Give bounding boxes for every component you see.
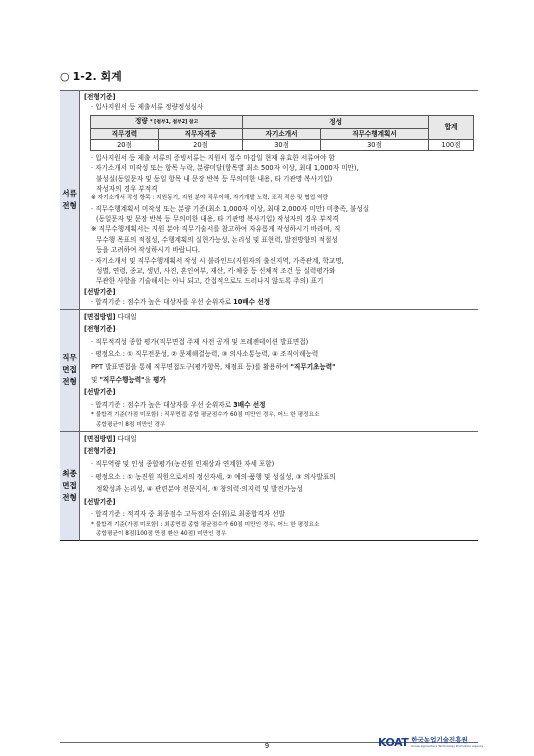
selection-line <box>84 297 474 307</box>
label-line: 전형 <box>62 200 77 210</box>
score-table-header-row <box>91 115 474 128</box>
method-heading: [면접방법] <box>84 434 116 443</box>
text-span: 을 <box>144 375 154 384</box>
text-line: (동일문자 및 문장 반복 등 무의미한 내용, 타 기관명 복사기입) 작성자의 경우 부적격 <box>96 215 339 224</box>
note-line: 종합평균이 8점 미만인 경우 <box>96 421 166 428</box>
note-line: 종합평균이 8점(100점 만점 환산 40점) 미만인 경우 <box>96 531 227 538</box>
selection-heading: [선발기준] <box>84 388 116 397</box>
logo-english-name: Korea Agriculture Technology Promotion Agency <box>411 744 484 748</box>
text-line: 무관한 사항을 기술해서는 아니 되고, 간접적으로도 드러나지 않도록 주의) 표기 <box>96 277 324 286</box>
text-line: 불성실(동일문자 및 동일 항목 내 문장 반복 등 무의미한 내용, 타 기관명 복사기입) <box>96 174 333 183</box>
text-line: · 직무수행계획서 미작성 또는 분량 기준(최소 1,000자 이상, 최대 2,000자 미만) 미충족, 불성실 <box>91 204 370 213</box>
text-line: · 평정요소 : ① 직무전문성, ② 문제해결능력, ③ 의사소통능력, ④ 조직이해능력 <box>91 350 319 359</box>
section-bullet: ○ <box>60 70 70 83</box>
text-line: · 직무적격성 종합 평가(직무면접 주제 사전 공개 및 프레젠테이션 발표면접) <box>91 337 309 346</box>
logo-korean-name: 한국농업기술진흥원 <box>411 736 468 744</box>
text-line: ※ 직무수행계획서는 지원 분야 직무기술서를 참고하여 자유롭게 작성하시기 바라며, 직 <box>91 225 341 234</box>
score-cell: 20점 <box>158 139 242 150</box>
final-interview-content <box>80 431 479 541</box>
selection-text: · 합격기준 : 점수가 높은 대상자를 우선 순위자로 <box>91 400 234 409</box>
document-screening-content <box>80 91 479 310</box>
col-header: 직무경력 <box>91 128 159 139</box>
job-interview-content <box>80 309 479 431</box>
text-span: PPT 발표면접을 통해 직무면접도구(평가항목, 채점표 등)를 활용하여 <box>91 363 291 372</box>
score-table <box>90 115 474 151</box>
score-cell: 100점 <box>429 139 474 150</box>
final-interview-row <box>60 431 478 541</box>
label-line: 전형 <box>62 377 77 387</box>
score-cell: 30점 <box>243 139 321 150</box>
criteria-heading: [전형기준] <box>84 447 116 456</box>
total-header: 합계 <box>429 115 474 139</box>
label-line: 면접 <box>62 365 77 375</box>
agency-logo <box>378 736 483 749</box>
text-line <box>84 361 474 374</box>
method-value: 다대일 <box>115 434 137 443</box>
text-line: · 직무역량 및 인성 종합평가(농진원 인재상과 연계한 자세 포함) <box>91 460 275 469</box>
selection-bold: 10배수 선정 <box>233 298 271 307</box>
text-line: · 평정요소 : ① 농진원 직원으로서의 정신자세, ② 예의·품행 및 성실성, ③ 의사발표의 <box>91 472 336 481</box>
logo-mark: KOAT <box>378 736 409 749</box>
selection-heading: [선발기준] <box>84 287 116 296</box>
text-line <box>84 374 474 387</box>
section-title-text: 1-2. 회계 <box>72 70 122 83</box>
label-line: 전형 <box>62 493 77 503</box>
job-interview-label <box>60 309 80 431</box>
text-line: 성별, 연령, 종교, 생년, 사진, 혼인여부, 재산, 키·체중 등 신체적 조건 등 실력평가와 <box>96 267 336 276</box>
quant-note: * [첨부1, 첨부2] 참고 <box>150 119 199 125</box>
criteria-heading: [전형기준] <box>84 325 116 334</box>
text-line: 무수행 목표의 적절성, 수행계획의 실현가능성, 논리성 및 표현력, 발전방향의 적절성 <box>96 235 338 244</box>
label-line: 면접 <box>62 481 77 491</box>
text-line: 등을 고려하여 작성하시기 바랍니다. <box>96 246 200 255</box>
criteria-item: · 입사지원서 등 제출서류 정량정성심사 <box>91 103 204 112</box>
text-line: · 입사지원서 등 제출 서류의 증빙서류는 지원서 접수 마감일 현재 유효한 서류여야 함 <box>91 153 335 162</box>
quant-label: 정량 <box>134 116 148 125</box>
selection-line: · 합격기준 : 적격자 중 최종점수 고득점자 순(위)로 최종합격자 선발 <box>91 510 285 519</box>
page-number: 9 <box>264 742 270 750</box>
logo-text <box>411 737 483 748</box>
text-bold: 평가 <box>153 375 166 384</box>
label-line: 서류 <box>62 188 77 198</box>
method-line <box>84 433 474 446</box>
document-screening-row <box>60 91 478 310</box>
method-heading: [면접방법] <box>84 312 116 321</box>
criteria-heading: [전형기준] <box>84 93 116 101</box>
selection-heading: [선발기준] <box>84 497 116 506</box>
text-line: ※ 자기소개서 작성 항목 : 지원동기, 지원 분야 직무이해, 자기개발 노력, 조직 적응 및 협업 역량 <box>91 195 329 202</box>
section-title <box>60 68 122 84</box>
selection-process-table <box>60 90 478 541</box>
text-line: 작성자의 경우 부적격 <box>96 185 158 194</box>
quant-header <box>91 115 243 128</box>
col-header: 자기소개서 <box>243 128 321 139</box>
text-line: · 자기소개서 및 직무수행계획서 작성 시 블라인드(지원자의 출신지역, 가족관계, 학교명, <box>91 256 344 265</box>
selection-bold: 3배수 선정 <box>233 400 266 409</box>
qual-header: 정성 <box>243 115 429 128</box>
text-span: 및 <box>91 375 100 384</box>
col-header: 직무자격증 <box>158 128 242 139</box>
method-value: 다대일 <box>115 312 137 321</box>
score-table-subheader-row <box>91 128 474 139</box>
note-line: * 불합격 기준(가점 미포함) : 최종면접 종합 평균점수가 60점 미만인 경우, 어느 한 평정요소 <box>91 522 320 529</box>
document-screening-label <box>60 91 80 310</box>
method-line <box>84 311 474 324</box>
text-line: · 자기소개서 미작성 또는 항목 누락, 분량미달(항목별 최소 500자 이상, 최대 1,000자 미만), <box>91 164 359 173</box>
score-cell: 20점 <box>91 139 159 150</box>
score-cell: 30점 <box>320 139 428 150</box>
selection-line <box>84 399 474 412</box>
job-interview-row <box>60 309 478 431</box>
col-header: 직무수행계획서 <box>320 128 428 139</box>
label-line: 직무 <box>62 353 77 363</box>
text-bold: "직무수행능력" <box>99 375 145 384</box>
text-line: 정확성과 논리성, ④ 관련분야 전문지식, ⑤ 창의력·의지력 및 발전가능성 <box>96 485 303 494</box>
final-interview-label <box>60 431 80 541</box>
label-line: 최종 <box>62 469 77 479</box>
note-line: * 불합격 기준(가점 미포함) : 직무면접 종합 평균점수가 60점 미만인 경우, 어느 한 평정요소 <box>91 412 320 419</box>
selection-text: · 합격기준 : 점수가 높은 대상자를 우선 순위자로 <box>91 298 234 307</box>
text-bold: "직무기초능력" <box>290 363 336 372</box>
score-table-value-row <box>91 139 474 150</box>
